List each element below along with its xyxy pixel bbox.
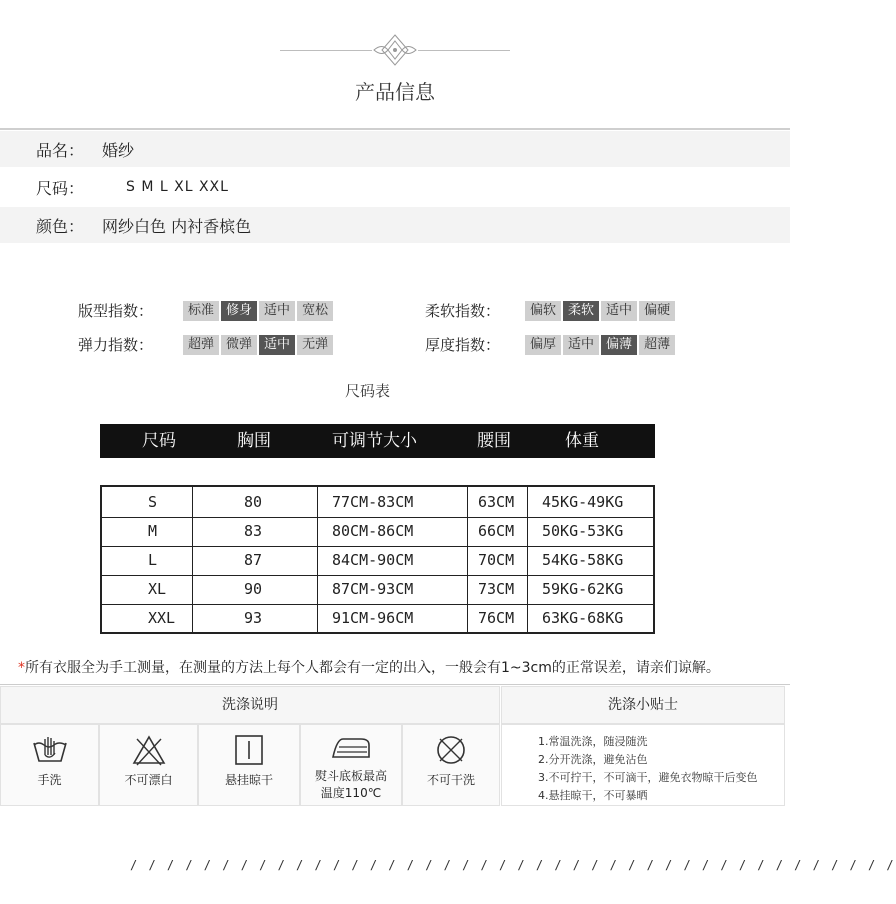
fit-index bbox=[78, 300, 333, 321]
header-divider-left bbox=[280, 50, 372, 51]
thick-index-label: 厚度指数： bbox=[425, 336, 501, 354]
elastic-index bbox=[78, 334, 333, 355]
no-dry-clean-icon bbox=[431, 733, 471, 767]
header-divider-right bbox=[418, 50, 510, 51]
table-cell: 73CM bbox=[478, 580, 515, 598]
size-table-header bbox=[100, 424, 655, 458]
soft-index-option: 柔软 bbox=[563, 301, 599, 321]
info-row-size bbox=[0, 169, 790, 205]
elastic-index-option: 超弹 bbox=[183, 335, 219, 355]
fit-index-label: 版型指数： bbox=[78, 302, 154, 320]
fit-index-tags bbox=[183, 301, 333, 321]
thick-index-option: 偏厚 bbox=[525, 335, 561, 355]
table-cell: M bbox=[148, 522, 158, 540]
table-row bbox=[102, 574, 653, 605]
table-cell: 63KG-68KG bbox=[542, 609, 624, 627]
thick-index-option: 适中 bbox=[563, 335, 599, 355]
elastic-index-label: 弹力指数： bbox=[78, 336, 154, 354]
table-cell: XL bbox=[148, 580, 167, 598]
table-cell: 70CM bbox=[478, 551, 515, 569]
fit-index-option: 适中 bbox=[259, 301, 295, 321]
table-cell: 76CM bbox=[478, 609, 515, 627]
table-row bbox=[102, 487, 653, 518]
tip-item: 3.不可拧干，不可滴干，避免衣物晾干后变色 bbox=[538, 771, 758, 784]
wash-item-hang-dry bbox=[198, 724, 300, 806]
table-cell: L bbox=[148, 551, 158, 569]
color-label: 颜色： bbox=[36, 216, 85, 236]
elastic-index-option: 微弹 bbox=[221, 335, 257, 355]
table-cell: 80CM-86CM bbox=[332, 522, 414, 540]
table-cell: 59KG-62KG bbox=[542, 580, 624, 598]
header-bust: 胸围 bbox=[237, 431, 271, 451]
fit-index-option: 修身 bbox=[221, 301, 257, 321]
soft-index-option: 偏软 bbox=[525, 301, 561, 321]
soft-index-option: 偏硬 bbox=[639, 301, 675, 321]
size-value: S M L XL XXL bbox=[126, 179, 229, 195]
table-cell: 91CM-96CM bbox=[332, 609, 414, 627]
size-label: 尺码： bbox=[36, 178, 85, 198]
wash-item-no-dry-clean bbox=[402, 724, 500, 806]
wash-item-label: 不可干洗 bbox=[426, 773, 475, 787]
tip-item: 4.悬挂晾干，不可暴晒 bbox=[538, 789, 648, 802]
table-cell: XXL bbox=[148, 609, 176, 627]
table-cell: 87 bbox=[244, 551, 263, 569]
wash-item-label-2: 温度110℃ bbox=[320, 786, 382, 800]
fit-index-option: 宽松 bbox=[297, 301, 333, 321]
iron-icon bbox=[329, 733, 373, 763]
soft-index-tags bbox=[525, 301, 675, 321]
wash-item-label: 悬挂晾干 bbox=[224, 773, 273, 787]
info-row-name bbox=[0, 131, 790, 167]
thick-index bbox=[425, 334, 675, 355]
thick-index-tags bbox=[525, 335, 675, 355]
fit-index-option: 标准 bbox=[183, 301, 219, 321]
elastic-index-option: 适中 bbox=[259, 335, 295, 355]
washing-title: 洗涤说明 bbox=[0, 686, 500, 724]
washing-section bbox=[0, 686, 790, 802]
table-cell: 83 bbox=[244, 522, 263, 540]
table-cell: 63CM bbox=[478, 493, 515, 511]
note-text: 所有衣服全为手工测量，在测量的方法上每个人都会有一定的出入，一般会有1~3cm的正常误差，请亲们谅解。 bbox=[25, 660, 720, 676]
wash-item-no-bleach bbox=[99, 724, 198, 806]
header-adjustable: 可调节大小 bbox=[332, 431, 417, 451]
footer-decoration: / / / / / / / / / / / / / / / / / / / / / / / / / / / / / / / / / / / / / / / / / / bbox=[130, 858, 896, 872]
section-divider bbox=[0, 684, 790, 685]
table-cell: 84CM-90CM bbox=[332, 551, 414, 569]
table-cell: S bbox=[148, 493, 158, 511]
tip-item: 2.分开洗涤，避免沾色 bbox=[538, 753, 648, 766]
color-value: 网纱白色 内衬香槟色 bbox=[102, 216, 252, 236]
soft-index bbox=[425, 300, 675, 321]
tip-item: 1.常温洗涤，随浸随洗 bbox=[538, 735, 648, 748]
name-label: 品名： bbox=[36, 140, 85, 160]
table-cell: 45KG-49KG bbox=[542, 493, 624, 511]
washing-tips bbox=[501, 724, 785, 806]
hang-dry-icon bbox=[229, 733, 269, 767]
note-star: * bbox=[18, 660, 25, 676]
soft-index-label: 柔软指数： bbox=[425, 302, 501, 320]
table-cell: 54KG-58KG bbox=[542, 551, 624, 569]
elastic-index-option: 无弹 bbox=[297, 335, 333, 355]
wash-item-label: 手洗 bbox=[37, 773, 62, 787]
table-cell: 66CM bbox=[478, 522, 515, 540]
header-rule bbox=[0, 128, 790, 130]
wash-item-hand-wash bbox=[0, 724, 99, 806]
header-size: 尺码 bbox=[142, 431, 176, 451]
no-bleach-icon bbox=[129, 733, 169, 767]
thick-index-option: 超薄 bbox=[639, 335, 675, 355]
hand-wash-icon bbox=[30, 733, 70, 767]
ornament-icon bbox=[372, 33, 418, 67]
measurement-note bbox=[18, 657, 720, 677]
table-row bbox=[102, 545, 653, 576]
size-table-title: 尺码表 bbox=[344, 382, 390, 400]
page-title: 产品信息 bbox=[355, 80, 435, 104]
name-value: 婚纱 bbox=[102, 140, 135, 160]
elastic-index-tags bbox=[183, 335, 333, 355]
table-cell: 80 bbox=[244, 493, 263, 511]
wash-item-label: 熨斗底板最高 bbox=[314, 769, 387, 783]
table-cell: 93 bbox=[244, 609, 263, 627]
table-cell: 50KG-53KG bbox=[542, 522, 624, 540]
info-row-color bbox=[0, 207, 790, 243]
table-row bbox=[102, 603, 653, 633]
header-weight: 体重 bbox=[565, 431, 599, 451]
soft-index-option: 适中 bbox=[601, 301, 637, 321]
washing-tips-title: 洗涤小贴士 bbox=[501, 686, 785, 724]
table-cell: 77CM-83CM bbox=[332, 493, 414, 511]
size-table-body bbox=[100, 485, 655, 634]
wash-item-iron bbox=[300, 724, 402, 806]
table-cell: 87CM-93CM bbox=[332, 580, 414, 598]
header-waist: 腰围 bbox=[477, 431, 511, 451]
table-row bbox=[102, 516, 653, 547]
thick-index-option: 偏薄 bbox=[601, 335, 637, 355]
wash-item-label: 不可漂白 bbox=[124, 773, 173, 787]
table-cell: 90 bbox=[244, 580, 263, 598]
